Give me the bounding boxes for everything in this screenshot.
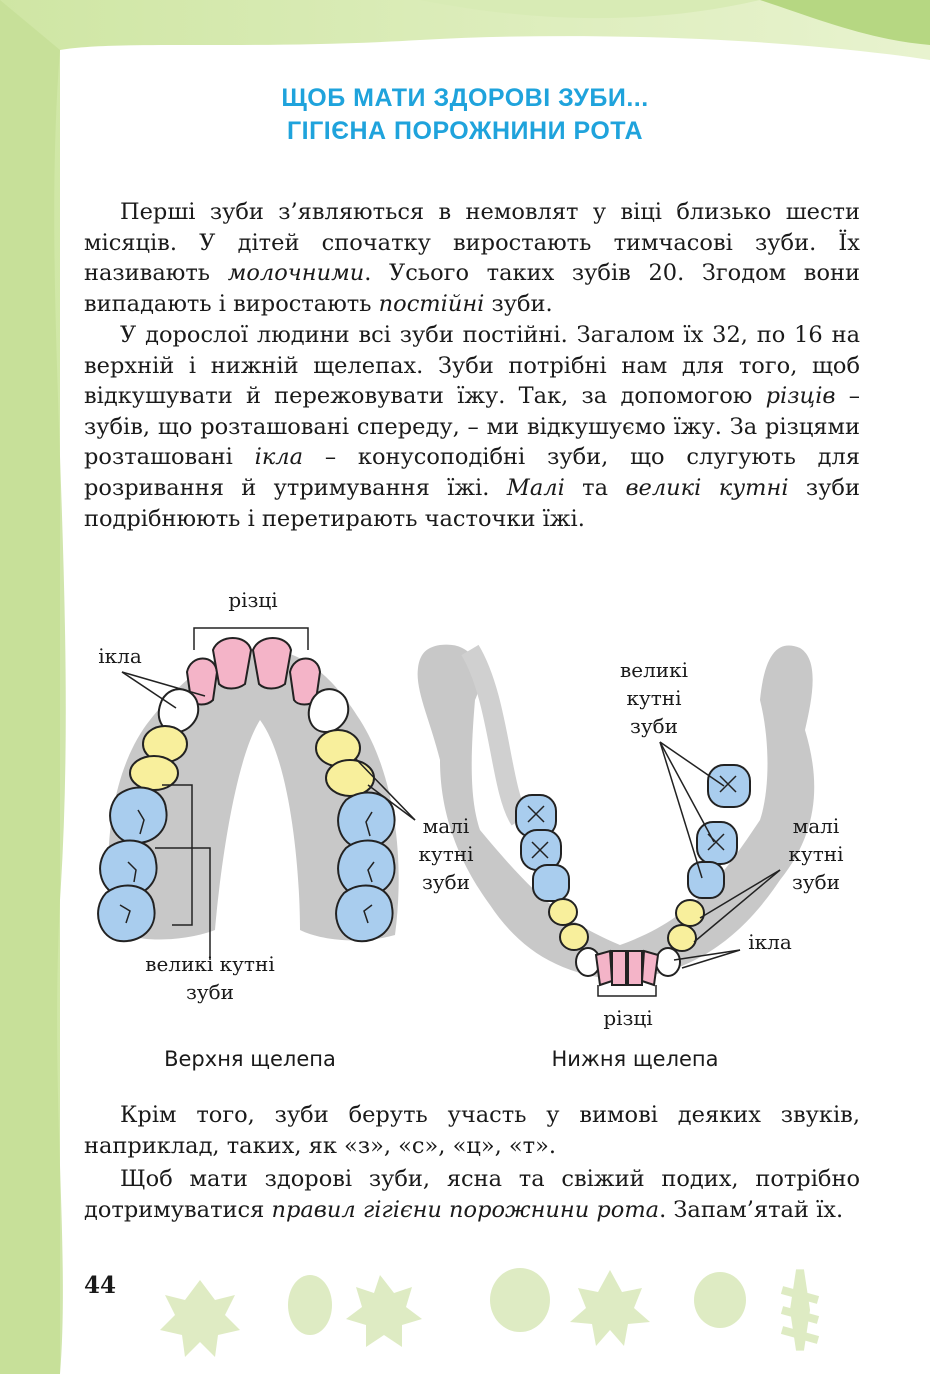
paragraph-4 <box>84 1164 860 1225</box>
paragraph-1-text-c: зуби. <box>484 290 553 317</box>
term-permanent-teeth: постійні <box>378 290 485 317</box>
page-number: 44 <box>84 1272 117 1299</box>
caption-upper-jaw: Верхня щелепа <box>164 1047 336 1071</box>
lower-label-canines: ікла <box>748 930 792 954</box>
upper-label-canines: ікла <box>98 644 142 668</box>
paragraph-1-text-a: Перші зуби з’являються в немовлят у віці близько шести місяців. У дітей спочатку виростають тимчасові зуби. Їх називають <box>84 199 860 287</box>
term-large-molars: великі кутні <box>625 474 789 501</box>
upper-label-incisors: різці <box>228 588 278 612</box>
upper-molars <box>98 787 394 941</box>
paragraph-4-text-a: Щоб мати здорові зуби, ясна та свіжий подих, потрібно дотримуватися <box>84 1166 860 1223</box>
term-canines: ікла <box>254 444 304 471</box>
paragraph-1-text-b: . Усього таких зубів 20. Згодом вони випадають і виростають <box>84 260 860 317</box>
paragraph-2-text-a: У дорослої людини всі зуби постійні. Загалом їх 32, по 16 на верхній і нижній щелепах. Зуби потрібні нам для того, щоб відкушувати й пережовувати їжу. Так, за допомогою <box>84 322 860 410</box>
paragraph-2-text-e: зуби подрібнюють і перетирають часточки їжі. <box>84 474 860 532</box>
lower-incisors <box>596 951 658 985</box>
lower-label-incisors: різці <box>603 1006 653 1030</box>
upper-label-premolars: малі кутні зуби <box>418 814 474 894</box>
term-incisors: різців <box>765 383 836 410</box>
paragraph-2-text-c: – конусоподібні зуби, що слугують для розривання й утримування їжі. <box>84 444 860 501</box>
upper-label-molars: великі кутні зуби <box>145 952 275 1004</box>
caption-lower-jaw: Нижня щелепа <box>551 1047 719 1071</box>
page-title-line2: ГІГІЄНА ПОРОЖНИНИ РОТА <box>286 117 644 145</box>
term-oral-hygiene-rules: правил гігієни порожнини рота <box>271 1196 660 1223</box>
upper-jaw <box>98 628 415 960</box>
paragraph-3 <box>84 1100 860 1161</box>
paragraph-2-text-b: – зубів, що розташовані спереду, – ми відкушуємо їжу. За різцями розташовані <box>84 383 860 471</box>
term-milk-teeth: молочними <box>227 260 365 287</box>
page-title-line1: ЩОБ МАТИ ЗДОРОВІ ЗУБИ... <box>281 84 649 112</box>
lower-label-premolars: малі кутні зуби <box>788 814 844 894</box>
paragraph-4-text-b: . Запам’ятай їх. <box>659 1196 844 1223</box>
paragraph-2-text-d: та <box>564 474 626 501</box>
paragraph-3-text: Крім того, зуби беруть участь у вимові деяких звуків, наприклад, таких, як «з», «с», «ц», «т». <box>84 1102 860 1159</box>
lower-label-molars: великі кутні зуби <box>619 658 689 738</box>
term-small: Малі <box>506 474 565 501</box>
